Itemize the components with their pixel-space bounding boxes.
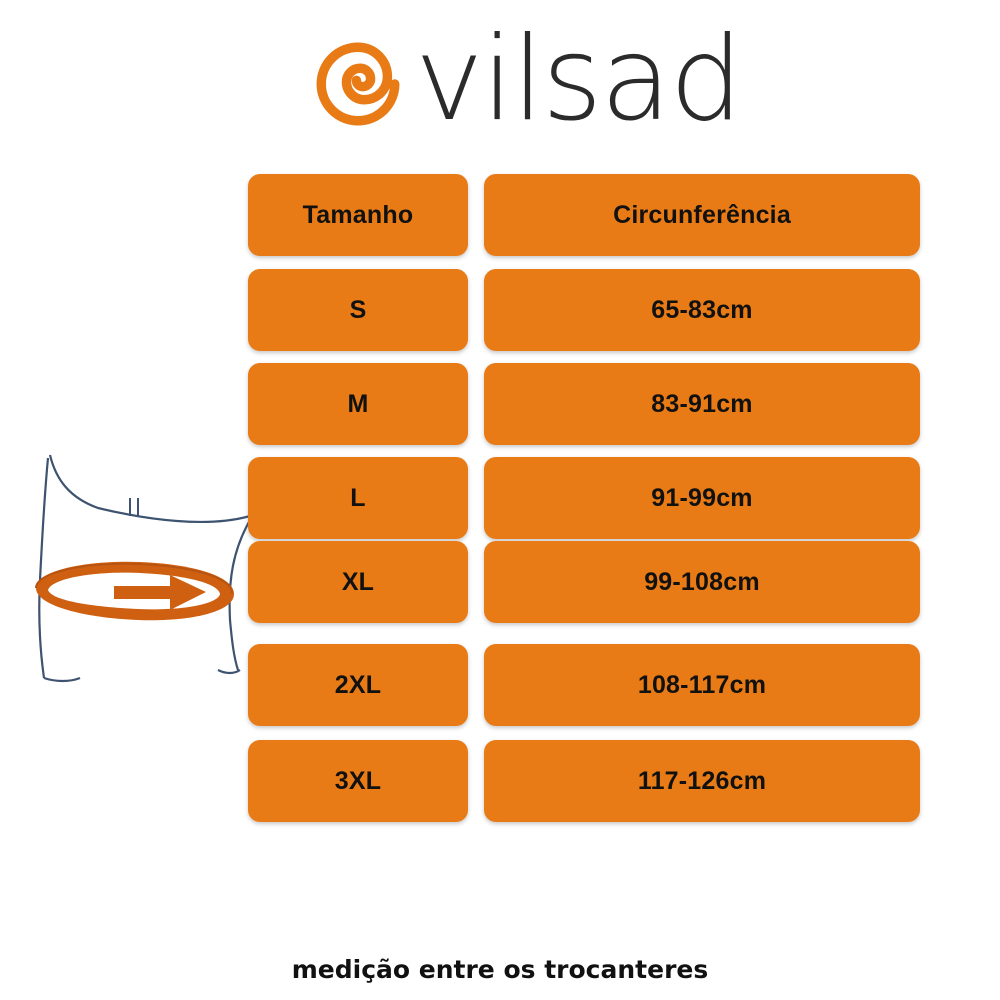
cell-circumference: 99-108cm xyxy=(484,541,920,623)
cell-circumference: 91-99cm xyxy=(484,457,920,539)
hip-measurement-diagram xyxy=(18,420,248,720)
measuring-band-icon xyxy=(36,562,234,621)
cell-size: XL xyxy=(248,541,468,623)
cell-size: L xyxy=(248,457,468,539)
cell-size: 3XL xyxy=(248,740,468,822)
cell-circumference: 83-91cm xyxy=(484,363,920,445)
header-cell-circumference: Circunferência xyxy=(484,174,920,256)
table-header-row xyxy=(248,174,920,256)
table-row xyxy=(248,740,920,822)
cell-size: S xyxy=(248,269,468,351)
cell-size: M xyxy=(248,363,468,445)
cell-circumference: 117-126cm xyxy=(484,740,920,822)
spiral-icon xyxy=(295,21,421,147)
cell-circumference: 108-117cm xyxy=(484,644,920,726)
body-outline-icon xyxy=(18,420,248,720)
table-row xyxy=(248,457,920,539)
diagram-caption: medição entre os trocanteres xyxy=(291,955,709,984)
table-row xyxy=(248,644,920,726)
cell-size: 2XL xyxy=(248,644,468,726)
table-row xyxy=(248,363,920,445)
cell-circumference: 65-83cm xyxy=(484,269,920,351)
table-row xyxy=(248,541,920,623)
table-row xyxy=(248,269,920,351)
size-chart-table xyxy=(248,174,920,836)
header-cell-size: Tamanho xyxy=(248,174,468,256)
brand-logo xyxy=(0,14,1000,154)
brand-name: vilsad xyxy=(414,12,742,147)
